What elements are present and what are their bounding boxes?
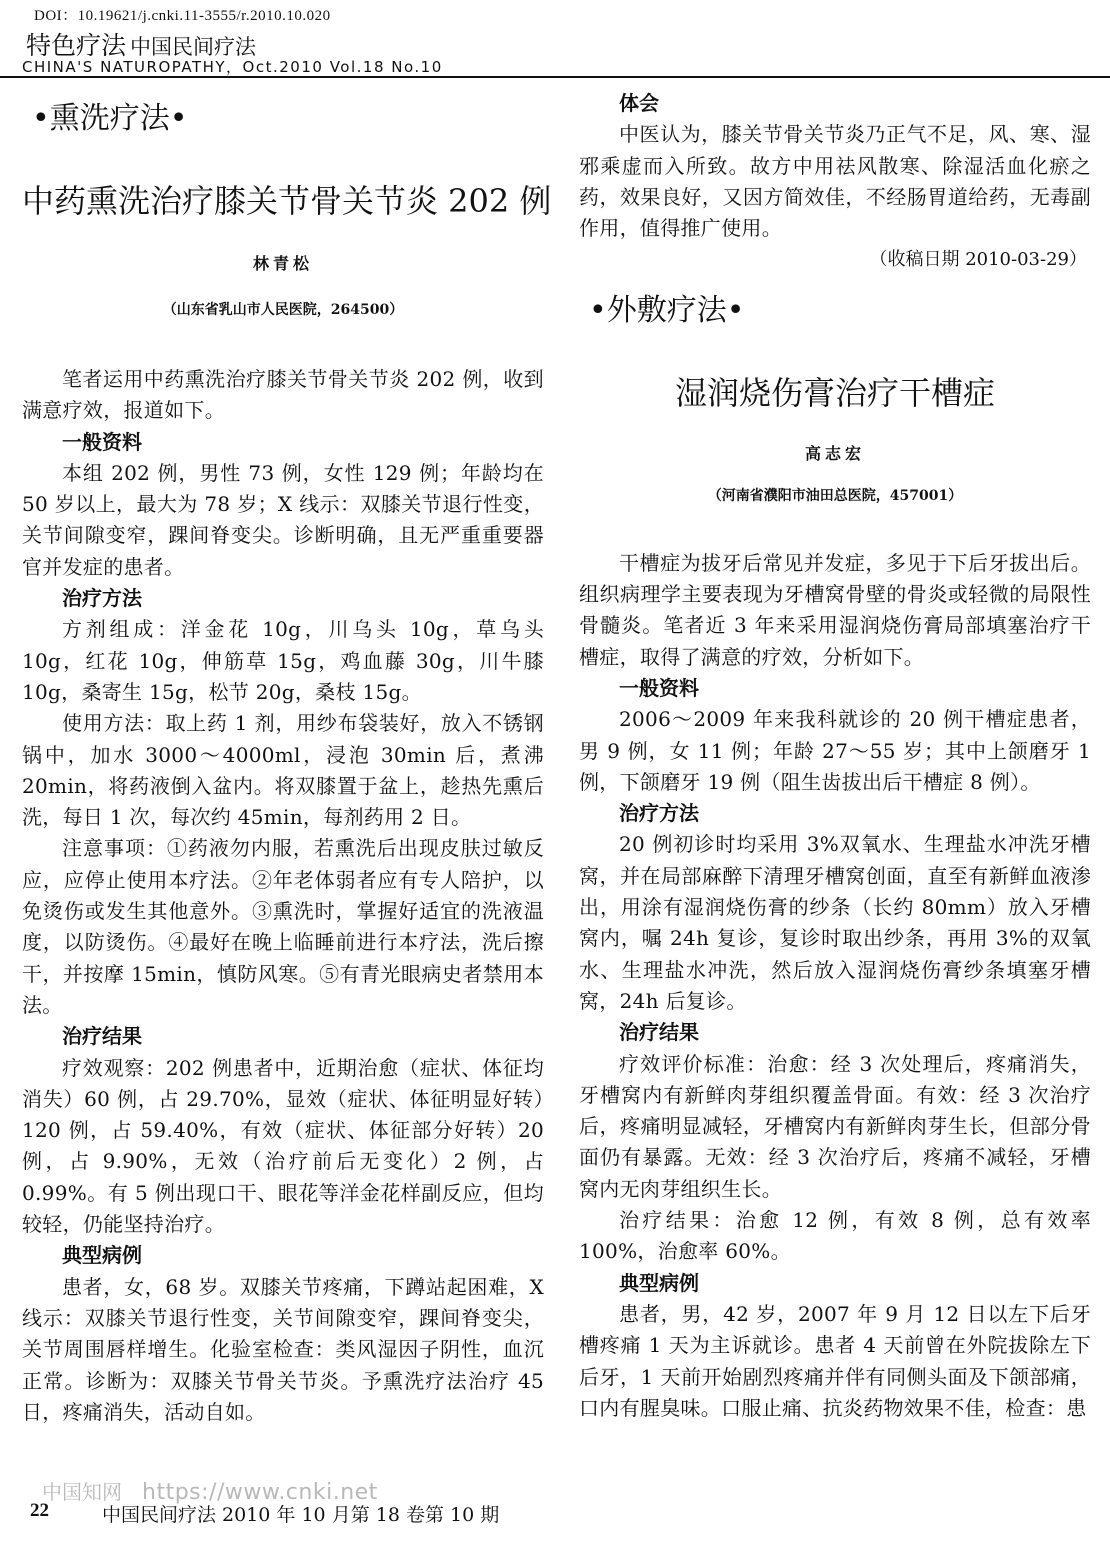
heading-experience: 体会 bbox=[619, 91, 659, 115]
doi-line: DOI：10.19621/j.cnki.11-3555/r.2010.10.020 bbox=[34, 8, 331, 24]
left-column bbox=[22, 88, 552, 1428]
journal-name-en: CHINA'S NATUROPATHY，Oct.2010 Vol.18 No.10 bbox=[22, 58, 443, 76]
experience-paragraph: 中医认为，膝关节骨关节炎乃正气不足，风、寒、湿邪乘虚而入所致。故方中用祛风散寒、除湿活血化瘀之药，效果良好，又因方简效佳，不经肠胃道给药，无毒副作用，值得推广使用。 bbox=[579, 122, 1091, 241]
watermark-url: https://www.cnki.net bbox=[142, 1480, 378, 1505]
page-number: 22 bbox=[30, 1500, 49, 1521]
article-title-2: 湿润烧伤膏治疗干槽症 bbox=[674, 373, 995, 412]
watermark-cn: 中国知网 bbox=[42, 1480, 122, 1504]
footer-journal-line: 中国民间疗法 2010 年 10 月第 18 卷第 10 期 bbox=[102, 1504, 500, 1526]
article-body-2 bbox=[579, 548, 1091, 1424]
criteria-paragraph-2: 疗效评价标准：治愈：经 3 次处理后，疼痛消失，牙槽窝内有新鲜肉芽组织覆盖骨面。有效：经 3 次治疗后，疼痛明显减轻，牙槽窝内有新鲜肉芽生长，但部分骨面仍有暴露。无效：经 3 次治疗后，疼痛不减轻，牙槽窝内无肉芽组织生长。 bbox=[579, 1051, 1091, 1201]
outcome-paragraph-2: 治疗结果：治愈 12 例，有效 8 例，总有效率 100%，治愈率 60%。 bbox=[579, 1208, 1091, 1264]
journal-name-cn: 中国民间疗法 bbox=[130, 35, 257, 59]
affiliation-2: （河南省濮阳市油田总医院，457001） bbox=[707, 487, 963, 504]
formula-paragraph: 方剂组成：洋金花 10g，川乌头 10g，草乌头 10g，红花 10g，伸筋草 15g，鸡血藤 30g，川牛膝 10g，桑寄生 15g，松节 20g，桑枝 15g。 bbox=[22, 617, 544, 704]
usage-paragraph: 使用方法：取上药 1 剂，用纱布袋装好，放入不锈钢锅中，加水 3000～4000ml，浸泡 30min 后，煮沸 20min，将药液倒入盆内。将双膝置于盆上，趁热先熏后洗，每日 1 次，每次约 45min，每剂药用 2 日。 bbox=[22, 711, 544, 830]
heading-result-2: 治疗结果 bbox=[619, 1020, 699, 1045]
section-heading-external: •外敷疗法• bbox=[589, 292, 745, 328]
author-2: 高志宏 bbox=[804, 443, 865, 463]
case-paragraph-2: 患者，男，42 岁，2007 年 9 月 12 日以左下后牙槽疼痛 1 天为主诉就诊。患者 4 天前曾在外院拔除左下后牙，1 天前开始剧烈疼痛并伴有同侧头面及下颌部痛，口内有腥臭味。口服止痛、抗炎药物效果不佳，检查：患 bbox=[579, 1301, 1091, 1420]
heading-general-2: 一般资料 bbox=[619, 675, 699, 700]
general-paragraph: 本组 202 例，男性 73 例，女性 129 例；年龄均在 50 岁以上，最大为 78 岁；X 线示：双膝关节退行性变，关节间隙变窄，踝间脊变尖。诊断明确，且无严重重要器官并发症的患者。 bbox=[22, 460, 544, 579]
article-body bbox=[22, 364, 544, 1428]
heading-method: 治疗方法 bbox=[62, 586, 142, 611]
intro-paragraph: 笔者运用中药熏洗治疗膝关节骨关节炎 202 例，收到满意疗效，报道如下。 bbox=[22, 367, 544, 423]
section-heading-fumigation: •熏洗疗法• bbox=[32, 101, 188, 136]
article-title: 中药熏洗治疗膝关节骨关节炎 202 例 bbox=[22, 182, 552, 220]
affiliation: （山东省乳山市人民医院，264500） bbox=[162, 302, 404, 318]
heading-case-2: 典型病例 bbox=[619, 1270, 699, 1295]
heading-result: 治疗结果 bbox=[62, 1024, 142, 1049]
heading-method-2: 治疗方法 bbox=[619, 801, 699, 826]
heading-case: 典型病例 bbox=[62, 1243, 142, 1268]
intro-paragraph-2: 干槽症为拔牙后常见并发症，多见于下后牙拔出后。组织病理学主要表现为牙槽窝骨壁的骨炎或轻微的局限性骨髓炎。笔者近 3 年来采用湿润烧伤膏局部填塞治疗干槽症，取得了满意的疗效，分析如下。 bbox=[579, 550, 1091, 669]
author: 林青松 bbox=[252, 254, 313, 273]
method-paragraph-2: 20 例初诊时均采用 3%双氧水、生理盐水冲洗牙槽窝，并在局部麻醉下清理牙槽窝创面，直至有新鲜血液渗出，用涂有湿润烧伤膏的纱条（长约 80mm）放入牙槽窝内，嘱 24h 复诊，复诊时取出纱条，再用 3%的双氧水、生理盐水冲洗，然后放入湿润烧伤膏纱条填塞牙槽窝，24h 后复诊。 bbox=[579, 832, 1091, 1013]
general-paragraph-2: 2006～2009 年来我科就诊的 20 例干槽症患者，男 9 例，女 11 例；年龄 27～55 岁；其中上颌磨牙 1 例，下颌磨牙 19 例（阻生齿拔出后干槽症 8 例）。 bbox=[579, 707, 1091, 794]
right-column bbox=[579, 88, 1091, 1424]
case-paragraph: 患者，女，68 岁。双膝关节疼痛，下蹲站起困难，X 线示：双膝关节退行性变，关节间隙变窄，踝间脊变尖，关节周围唇样增生。化验室检查：类风湿因子阴性，血沉正常。诊断为：双膝关节骨关节炎。予熏洗疗法治疗 45 日，疼痛消失，活动自如。 bbox=[22, 1274, 544, 1424]
special-therapy-label: 特色疗法 bbox=[26, 31, 127, 60]
result-paragraph: 疗效观察：202 例患者中，近期治愈（症状、体征均消失）60 例，占 29.70%，显效（症状、体征明显好转）120 例，占 59.40%，有效（症状、体征部分好转）20 例，占 9.90%，无效（治疗前后无变化）2 例，占 0.99%。有 5 例出现口干、眼花等洋金花样副反应，但均较轻，仍能坚持治疗。 bbox=[22, 1055, 544, 1237]
cautions-paragraph: 注意事项：①药液勿内服，若熏洗后出现皮肤过敏反应，应停止使用本疗法。②年老体弱者应有专人陪护，以免烫伤或发生其他意外。③熏洗时，掌握好适宜的洗液温度，以防烫伤。④最好在晚上临睡前进行本疗法，洗后擦干，并按摩 15min，慎防风寒。⑤有青光眼病史者禁用本法。 bbox=[22, 836, 544, 1017]
received-date: （收稿日期 2010-03-29） bbox=[869, 249, 1087, 271]
heading-general: 一般资料 bbox=[62, 429, 142, 454]
header-divider bbox=[0, 76, 1110, 78]
